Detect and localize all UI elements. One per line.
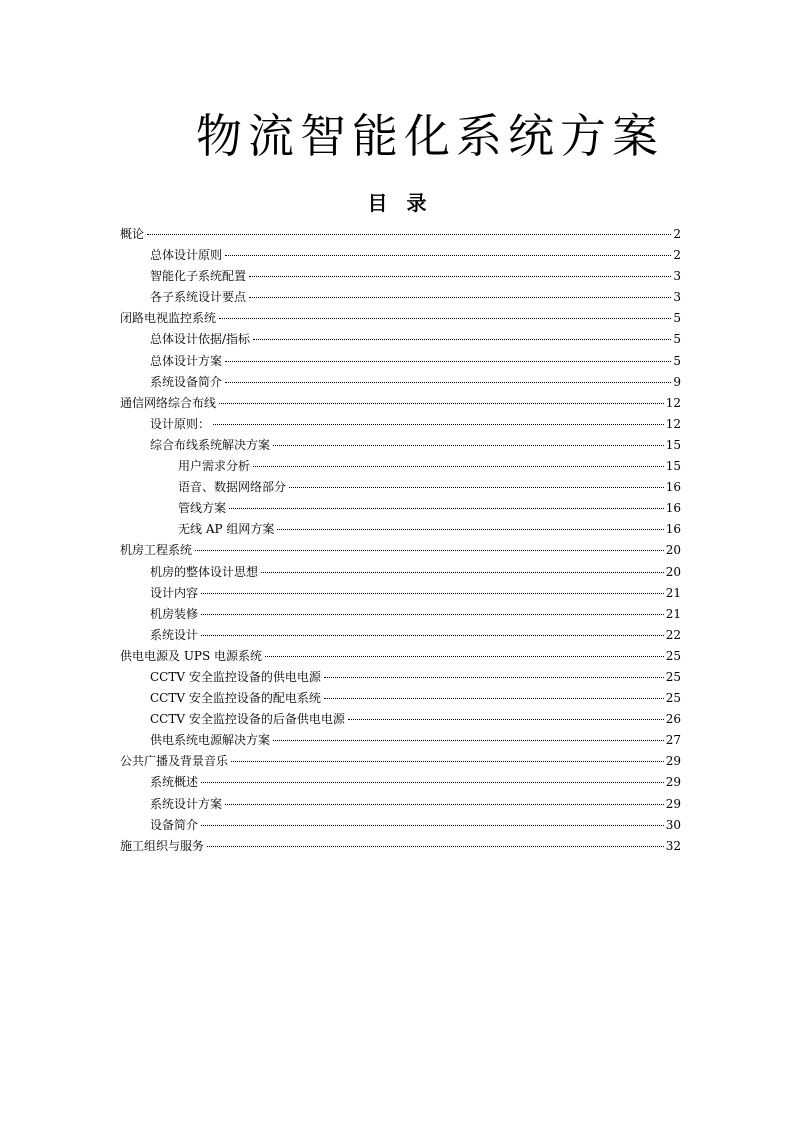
toc-dot-leader <box>213 410 664 425</box>
toc-entry-label: 公共广播及背景音乐 <box>120 754 229 769</box>
toc-entry-label: 机房的整体设计思想 <box>150 564 259 579</box>
toc-page-number: 29 <box>665 754 681 769</box>
toc-dot-leader <box>201 811 664 826</box>
document-title: 物流智能化系统方案 <box>196 109 664 163</box>
toc-dot-leader <box>147 220 671 235</box>
toc-entry-label: 管线方案 <box>178 501 227 516</box>
toc-entry-label: 智能化子系统配置 <box>150 269 247 284</box>
toc-page-number: 15 <box>665 437 681 452</box>
toc-dot-leader <box>289 473 664 488</box>
toc-entry-label: 综合布线系统解决方案 <box>150 437 271 452</box>
toc-page-number: 21 <box>665 606 681 621</box>
toc-dot-leader <box>348 705 664 720</box>
toc-dot-leader <box>201 600 664 615</box>
toc-heading: 目 录 <box>367 191 433 215</box>
toc-dot-leader <box>261 558 664 573</box>
toc-dot-leader <box>207 832 664 847</box>
toc-page-number: 20 <box>665 564 681 579</box>
toc-page-number: 29 <box>665 775 681 790</box>
toc-page-number: 2 <box>673 248 681 263</box>
toc-entry-label: 总体设计依据/指标 <box>150 332 251 347</box>
toc-page-number: 16 <box>665 522 681 537</box>
toc-page-number: 27 <box>665 733 681 748</box>
table-of-contents <box>120 223 681 856</box>
toc-entry-label: 设计原则： <box>150 416 211 431</box>
toc-entry-label: 闭路电视监控系统 <box>120 311 217 326</box>
toc-page-number: 16 <box>665 501 681 516</box>
toc-entry-label: 概论 <box>120 227 145 241</box>
toc-dot-leader <box>201 579 664 594</box>
toc-page-number: 9 <box>673 374 681 389</box>
toc-page-number: 29 <box>665 796 681 811</box>
toc-page-number: 25 <box>665 691 681 706</box>
toc-page-number: 15 <box>665 459 681 474</box>
toc-entry[interactable] <box>120 835 681 856</box>
toc-dot-leader <box>229 494 664 509</box>
toc-entry-label: 供电系统电源解决方案 <box>150 733 271 748</box>
toc-dot-leader <box>253 452 664 467</box>
toc-entry-label: 施工组织与服务 <box>120 838 205 853</box>
toc-entry-label: 系统设备简介 <box>150 374 223 389</box>
toc-entry-label: 系统概述 <box>150 775 199 790</box>
toc-entry-label: 设计内容 <box>150 585 199 600</box>
toc-dot-leader <box>225 241 671 256</box>
toc-dot-leader <box>273 431 664 446</box>
toc-dot-leader <box>253 325 671 340</box>
toc-page-number: 25 <box>665 648 681 663</box>
toc-dot-leader <box>225 347 671 362</box>
toc-dot-leader <box>195 536 664 551</box>
toc-dot-leader <box>324 663 664 678</box>
toc-page-number: 12 <box>665 395 681 410</box>
toc-page-number: 32 <box>665 838 681 853</box>
toc-entry-label: 系统设计 <box>150 627 199 642</box>
toc-entry-label: 无线 AP 组网方案 <box>178 522 275 537</box>
toc-page-number: 25 <box>665 669 681 684</box>
toc-entry-label: 设备简介 <box>150 817 199 832</box>
toc-page-number: 30 <box>665 817 681 832</box>
toc-entry-label: 语音、数据网络部分 <box>178 480 287 495</box>
toc-page-number: 12 <box>665 416 681 431</box>
toc-entry-label: CCTV 安全监控设备的供电电源 <box>150 669 321 684</box>
toc-page-number: 26 <box>665 712 681 727</box>
toc-entry-label: CCTV 安全监控设备的配电系统 <box>150 691 321 706</box>
toc-page-number: 20 <box>665 543 681 558</box>
toc-dot-leader <box>231 747 664 762</box>
toc-dot-leader <box>265 642 664 657</box>
toc-entry-label: 用户需求分析 <box>178 459 251 474</box>
toc-entry-label: 机房工程系统 <box>120 543 193 558</box>
toc-dot-leader <box>249 262 671 277</box>
toc-entry-label: CCTV 安全监控设备的后备供电电源 <box>150 712 345 727</box>
toc-page-number: 22 <box>665 627 681 642</box>
toc-dot-leader <box>201 768 664 783</box>
toc-entry-label: 机房装修 <box>150 606 199 621</box>
toc-page-number: 3 <box>673 269 681 284</box>
toc-dot-leader <box>324 684 664 699</box>
toc-dot-leader <box>249 283 671 298</box>
toc-page-number: 5 <box>673 332 681 347</box>
toc-dot-leader <box>225 368 671 383</box>
toc-entry-label: 供电电源及 UPS 电源系统 <box>120 648 263 663</box>
toc-entry-label: 各子系统设计要点 <box>150 290 247 305</box>
toc-dot-leader <box>225 790 664 805</box>
toc-dot-leader <box>273 726 664 741</box>
toc-entry-label: 总体设计方案 <box>150 353 223 368</box>
toc-dot-leader <box>277 515 663 530</box>
toc-dot-leader <box>201 621 664 636</box>
toc-page-number: 21 <box>665 585 681 600</box>
toc-page-number: 5 <box>673 311 681 326</box>
toc-dot-leader <box>219 304 671 319</box>
toc-page-number: 2 <box>673 227 681 241</box>
toc-page-number: 16 <box>665 480 681 495</box>
toc-dot-leader <box>219 389 664 404</box>
toc-entry-label: 总体设计原则 <box>150 248 223 263</box>
toc-page-number: 5 <box>673 353 681 368</box>
toc-entry-label: 系统设计方案 <box>150 796 223 811</box>
toc-page-number: 3 <box>673 290 681 305</box>
toc-entry-label: 通信网络综合布线 <box>120 395 217 410</box>
